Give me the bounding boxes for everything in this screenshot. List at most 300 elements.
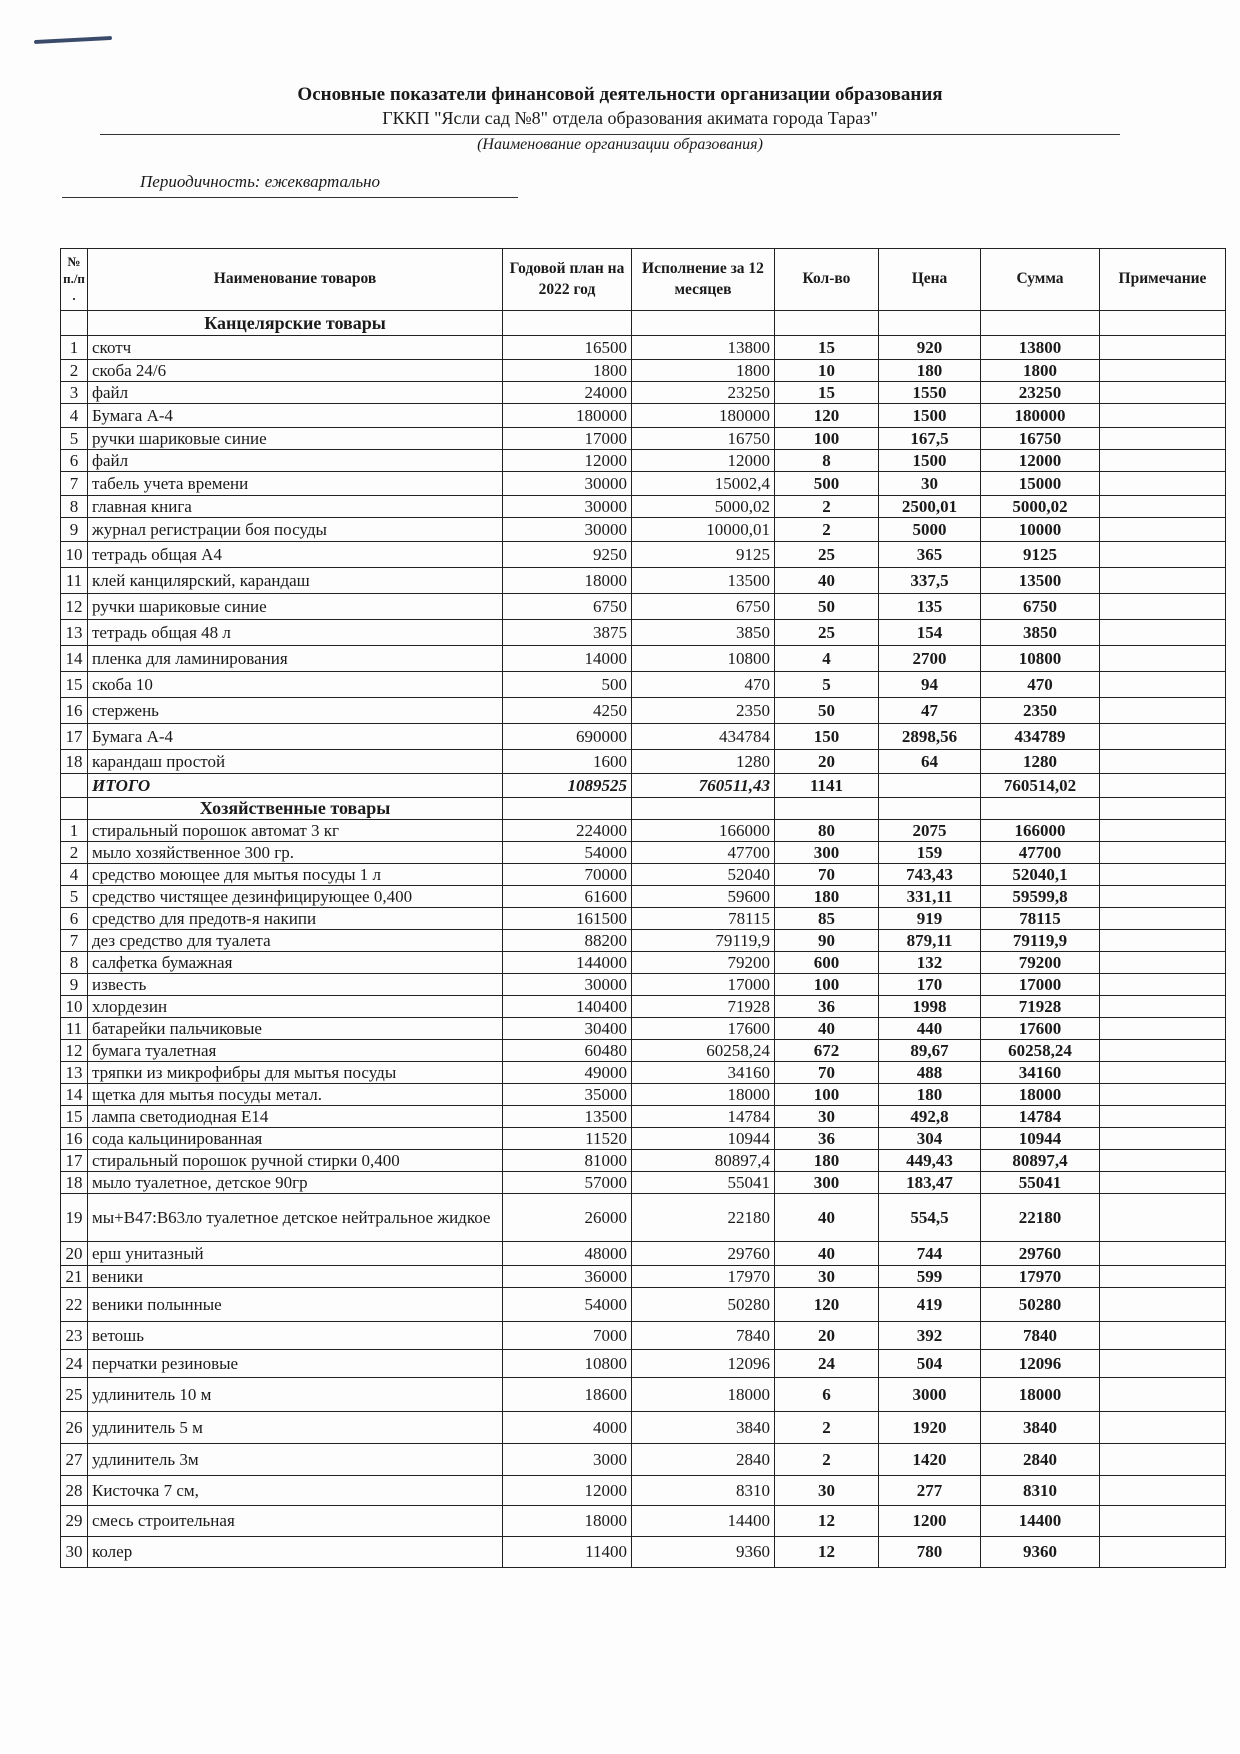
sum-value: 10800 <box>981 646 1100 672</box>
qty-value: 70 <box>775 864 879 886</box>
table-row <box>61 886 1226 908</box>
qty-value: 180 <box>775 886 879 908</box>
plan-value: 81000 <box>503 1150 632 1172</box>
item-name: тряпки из микрофибры для мытья посуды <box>88 1062 503 1084</box>
plan-value: 161500 <box>503 908 632 930</box>
note-cell <box>1100 496 1226 518</box>
note-cell <box>1100 724 1226 750</box>
exec-value: 79119,9 <box>632 930 775 952</box>
table-row <box>61 1412 1226 1444</box>
price-value: 180 <box>879 360 981 382</box>
sum-value: 2350 <box>981 698 1100 724</box>
table-row <box>61 996 1226 1018</box>
item-name: дез средство для туалета <box>88 930 503 952</box>
empty-cell <box>1100 798 1226 820</box>
price-value: 47 <box>879 698 981 724</box>
price-value: 879,11 <box>879 930 981 952</box>
item-name: Бумага А-4 <box>88 404 503 428</box>
qty-value: 100 <box>775 1084 879 1106</box>
exec-value: 78115 <box>632 908 775 930</box>
row-number: 17 <box>61 1150 88 1172</box>
note-cell <box>1100 908 1226 930</box>
plan-value: 4250 <box>503 698 632 724</box>
plan-value: 690000 <box>503 724 632 750</box>
note-cell <box>1100 996 1226 1018</box>
qty-value: 50 <box>775 698 879 724</box>
item-name: веники полынные <box>88 1288 503 1322</box>
item-name: скотч <box>88 336 503 360</box>
item-name: удлинитель 5 м <box>88 1412 503 1444</box>
exec-value: 16750 <box>632 428 775 450</box>
price-value: 599 <box>879 1266 981 1288</box>
table-row <box>61 1506 1226 1537</box>
plan-value: 224000 <box>503 820 632 842</box>
plan-value: 18000 <box>503 1506 632 1537</box>
item-name: бумага туалетная <box>88 1040 503 1062</box>
row-number: 28 <box>61 1476 88 1506</box>
item-name: мы+B47:B63ло туалетное детское нейтральное жидкое <box>88 1194 503 1242</box>
note-cell <box>1100 1084 1226 1106</box>
price-value: 419 <box>879 1288 981 1322</box>
row-number: 10 <box>61 542 88 568</box>
row-number: 11 <box>61 1018 88 1040</box>
price-value: 159 <box>879 842 981 864</box>
plan-value: 35000 <box>503 1084 632 1106</box>
note-cell <box>1100 568 1226 594</box>
row-number: 26 <box>61 1412 88 1444</box>
qty-value: 2 <box>775 1444 879 1476</box>
note-cell <box>1100 974 1226 996</box>
exec-value: 2350 <box>632 698 775 724</box>
item-name: хлордезин <box>88 996 503 1018</box>
plan-value: 144000 <box>503 952 632 974</box>
price-value: 277 <box>879 1476 981 1506</box>
exec-value: 14784 <box>632 1106 775 1128</box>
price-value: 1550 <box>879 382 981 404</box>
note-cell <box>1100 1444 1226 1476</box>
plan-value: 14000 <box>503 646 632 672</box>
col-sum-header: Сумма <box>981 249 1100 311</box>
plan-value: 18600 <box>503 1378 632 1412</box>
price-value: 2898,56 <box>879 724 981 750</box>
qty-value: 25 <box>775 620 879 646</box>
plan-value: 6750 <box>503 594 632 620</box>
exec-value: 23250 <box>632 382 775 404</box>
item-name: клей канцилярский, карандаш <box>88 568 503 594</box>
table-row <box>61 336 1226 360</box>
exec-value: 17000 <box>632 974 775 996</box>
price-value: 440 <box>879 1018 981 1040</box>
table-row <box>61 1350 1226 1378</box>
sum-value: 60258,24 <box>981 1040 1100 1062</box>
plan-value: 500 <box>503 672 632 698</box>
plan-value: 30400 <box>503 1018 632 1040</box>
note-cell <box>1100 1412 1226 1444</box>
exec-value: 50280 <box>632 1288 775 1322</box>
col-plan-header: Годовой план на 2022 год <box>503 249 632 311</box>
qty-value: 672 <box>775 1040 879 1062</box>
table-row <box>61 750 1226 774</box>
sum-value: 12000 <box>981 450 1100 472</box>
price-value: 331,11 <box>879 886 981 908</box>
plan-value: 88200 <box>503 930 632 952</box>
exec-value: 29760 <box>632 1242 775 1266</box>
qty-value: 20 <box>775 1322 879 1350</box>
table-row <box>61 974 1226 996</box>
note-cell <box>1100 820 1226 842</box>
sum-value: 13800 <box>981 336 1100 360</box>
empty-cell <box>879 798 981 820</box>
note-cell <box>1100 472 1226 496</box>
row-number: 7 <box>61 930 88 952</box>
table-row <box>61 450 1226 472</box>
sum-value: 79200 <box>981 952 1100 974</box>
qty-value: 40 <box>775 1242 879 1266</box>
col-name-header: Наименование товаров <box>88 249 503 311</box>
sum-value: 9360 <box>981 1537 1100 1568</box>
table-row <box>61 404 1226 428</box>
section-title: Канцелярские товары <box>88 311 503 336</box>
plan-value: 49000 <box>503 1062 632 1084</box>
plan-value: 13500 <box>503 1106 632 1128</box>
total-row <box>61 774 1226 798</box>
table-row <box>61 1288 1226 1322</box>
table-row <box>61 1106 1226 1128</box>
qty-value: 100 <box>775 974 879 996</box>
item-name: карандаш простой <box>88 750 503 774</box>
organization-caption: (Наименование организации образования) <box>477 136 763 153</box>
sum-value: 166000 <box>981 820 1100 842</box>
table-row <box>61 908 1226 930</box>
sum-value: 470 <box>981 672 1100 698</box>
exec-value: 18000 <box>632 1084 775 1106</box>
note-cell <box>1100 672 1226 698</box>
item-name: лампа светодиодная Е14 <box>88 1106 503 1128</box>
plan-value: 4000 <box>503 1412 632 1444</box>
table-row <box>61 1322 1226 1350</box>
total-empty <box>61 774 88 798</box>
table-row <box>61 864 1226 886</box>
price-value: 554,5 <box>879 1194 981 1242</box>
plan-value: 7000 <box>503 1322 632 1350</box>
table-row <box>61 1194 1226 1242</box>
note-cell <box>1100 1476 1226 1506</box>
table-header-row <box>61 249 1226 311</box>
sum-value: 1800 <box>981 360 1100 382</box>
sum-value: 3840 <box>981 1412 1100 1444</box>
empty-cell <box>503 798 632 820</box>
plan-value: 1600 <box>503 750 632 774</box>
sum-value: 22180 <box>981 1194 1100 1242</box>
row-number: 30 <box>61 1537 88 1568</box>
table-row <box>61 1242 1226 1266</box>
qty-value: 2 <box>775 1412 879 1444</box>
empty-cell <box>981 798 1100 820</box>
item-name: мыло туалетное, детское 90гр <box>88 1172 503 1194</box>
sum-value: 71928 <box>981 996 1100 1018</box>
sum-value: 79119,9 <box>981 930 1100 952</box>
table-row <box>61 360 1226 382</box>
sum-value: 17970 <box>981 1266 1100 1288</box>
exec-value: 18000 <box>632 1378 775 1412</box>
sum-value: 10000 <box>981 518 1100 542</box>
scan-mark <box>34 36 112 44</box>
exec-value: 13800 <box>632 336 775 360</box>
row-number: 18 <box>61 1172 88 1194</box>
exec-value: 3840 <box>632 1412 775 1444</box>
row-number: 14 <box>61 646 88 672</box>
exec-value: 3850 <box>632 620 775 646</box>
plan-value: 61600 <box>503 886 632 908</box>
item-name: стиральный порошок автомат 3 кг <box>88 820 503 842</box>
sum-value: 23250 <box>981 382 1100 404</box>
plan-value: 48000 <box>503 1242 632 1266</box>
price-value: 919 <box>879 908 981 930</box>
exec-value: 15002,4 <box>632 472 775 496</box>
exec-value: 2840 <box>632 1444 775 1476</box>
exec-value: 22180 <box>632 1194 775 1242</box>
plan-value: 3000 <box>503 1444 632 1476</box>
qty-value: 20 <box>775 750 879 774</box>
table-row <box>61 496 1226 518</box>
exec-value: 13500 <box>632 568 775 594</box>
item-name: щетка для мытья посуды метал. <box>88 1084 503 1106</box>
exec-value: 5000,02 <box>632 496 775 518</box>
sum-value: 9125 <box>981 542 1100 568</box>
exec-value: 9125 <box>632 542 775 568</box>
plan-value: 26000 <box>503 1194 632 1242</box>
qty-value: 120 <box>775 404 879 428</box>
exec-value: 17970 <box>632 1266 775 1288</box>
col-note-header: Примечание <box>1100 249 1226 311</box>
row-number: 29 <box>61 1506 88 1537</box>
row-number: 12 <box>61 594 88 620</box>
table-row <box>61 1537 1226 1568</box>
note-cell <box>1100 382 1226 404</box>
sum-value: 34160 <box>981 1062 1100 1084</box>
qty-value: 80 <box>775 820 879 842</box>
sum-value: 434789 <box>981 724 1100 750</box>
row-number: 5 <box>61 428 88 450</box>
organization-name: ГККП "Ясли сад №8" отдела образования акимата города Тараз" <box>100 108 1120 135</box>
note-cell <box>1100 1150 1226 1172</box>
sum-value: 7840 <box>981 1322 1100 1350</box>
col-exec-header: Исполнение за 12 месяцев <box>632 249 775 311</box>
item-name: удлинитель 3м <box>88 1444 503 1476</box>
row-number: 24 <box>61 1350 88 1378</box>
sum-value: 1280 <box>981 750 1100 774</box>
row-number: 16 <box>61 1128 88 1150</box>
row-number: 14 <box>61 1084 88 1106</box>
note-cell <box>1100 336 1226 360</box>
table-row <box>61 1128 1226 1150</box>
table-row <box>61 672 1226 698</box>
table-row <box>61 568 1226 594</box>
sum-value: 55041 <box>981 1172 1100 1194</box>
item-name: ерш унитазный <box>88 1242 503 1266</box>
table-row <box>61 1062 1226 1084</box>
item-name: файл <box>88 382 503 404</box>
item-name: ручки шариковые синие <box>88 428 503 450</box>
price-value: 780 <box>879 1537 981 1568</box>
qty-value: 120 <box>775 1288 879 1322</box>
table-row <box>61 1018 1226 1040</box>
row-number: 8 <box>61 496 88 518</box>
total-price <box>879 774 981 798</box>
plan-value: 180000 <box>503 404 632 428</box>
qty-value: 90 <box>775 930 879 952</box>
item-name: известь <box>88 974 503 996</box>
plan-value: 54000 <box>503 1288 632 1322</box>
exec-value: 470 <box>632 672 775 698</box>
item-name: мыло хозяйственное 300 гр. <box>88 842 503 864</box>
sum-value: 15000 <box>981 472 1100 496</box>
note-cell <box>1100 1106 1226 1128</box>
table-row <box>61 724 1226 750</box>
price-value: 154 <box>879 620 981 646</box>
sum-value: 18000 <box>981 1084 1100 1106</box>
item-name: скоба 24/6 <box>88 360 503 382</box>
report-title: Основные показатели финансовой деятельности организации образования <box>297 84 943 105</box>
sum-value: 5000,02 <box>981 496 1100 518</box>
note-cell <box>1100 864 1226 886</box>
price-value: 392 <box>879 1322 981 1350</box>
price-value: 167,5 <box>879 428 981 450</box>
qty-value: 70 <box>775 1062 879 1084</box>
table-row <box>61 620 1226 646</box>
row-number: 16 <box>61 698 88 724</box>
note-cell <box>1100 1322 1226 1350</box>
note-cell <box>1100 1018 1226 1040</box>
table-row <box>61 1266 1226 1288</box>
note-cell <box>1100 1194 1226 1242</box>
plan-value: 54000 <box>503 842 632 864</box>
exec-value: 55041 <box>632 1172 775 1194</box>
item-name: средство моющее для мытья посуды 1 л <box>88 864 503 886</box>
price-value: 183,47 <box>879 1172 981 1194</box>
empty-cell <box>61 798 88 820</box>
note-cell <box>1100 1288 1226 1322</box>
qty-value: 300 <box>775 842 879 864</box>
exec-value: 59600 <box>632 886 775 908</box>
plan-value: 30000 <box>503 974 632 996</box>
table-row <box>61 842 1226 864</box>
plan-value: 30000 <box>503 518 632 542</box>
exec-value: 9360 <box>632 1537 775 1568</box>
note-cell <box>1100 450 1226 472</box>
qty-value: 85 <box>775 908 879 930</box>
exec-value: 79200 <box>632 952 775 974</box>
exec-value: 52040 <box>632 864 775 886</box>
price-value: 920 <box>879 336 981 360</box>
row-number: 13 <box>61 620 88 646</box>
total-exec: 760511,43 <box>632 774 775 798</box>
table-row <box>61 646 1226 672</box>
item-name: веники <box>88 1266 503 1288</box>
item-name: табель учета времени <box>88 472 503 496</box>
table-row <box>61 542 1226 568</box>
exec-value: 10000,01 <box>632 518 775 542</box>
plan-value: 12000 <box>503 450 632 472</box>
item-name: средство для предотв-я накипи <box>88 908 503 930</box>
sum-value: 180000 <box>981 404 1100 428</box>
qty-value: 10 <box>775 360 879 382</box>
sum-value: 10944 <box>981 1128 1100 1150</box>
item-name: ручки шариковые синие <box>88 594 503 620</box>
row-number: 7 <box>61 472 88 496</box>
exec-value: 434784 <box>632 724 775 750</box>
exec-value: 12096 <box>632 1350 775 1378</box>
table-row <box>61 1040 1226 1062</box>
col-price-header: Цена <box>879 249 981 311</box>
item-name: колер <box>88 1537 503 1568</box>
sum-value: 2840 <box>981 1444 1100 1476</box>
note-cell <box>1100 842 1226 864</box>
sum-value: 47700 <box>981 842 1100 864</box>
qty-value: 50 <box>775 594 879 620</box>
price-value: 89,67 <box>879 1040 981 1062</box>
price-value: 135 <box>879 594 981 620</box>
exec-value: 34160 <box>632 1062 775 1084</box>
row-number: 6 <box>61 908 88 930</box>
exec-value: 10944 <box>632 1128 775 1150</box>
item-name: стержень <box>88 698 503 724</box>
note-cell <box>1100 360 1226 382</box>
table-row <box>61 382 1226 404</box>
table-row <box>61 930 1226 952</box>
qty-value: 24 <box>775 1350 879 1378</box>
item-name: главная книга <box>88 496 503 518</box>
note-cell <box>1100 1242 1226 1266</box>
qty-value: 36 <box>775 1128 879 1150</box>
total-qty: 1141 <box>775 774 879 798</box>
price-value: 304 <box>879 1128 981 1150</box>
qty-value: 600 <box>775 952 879 974</box>
table-row <box>61 1172 1226 1194</box>
price-value: 1500 <box>879 404 981 428</box>
row-number: 3 <box>61 382 88 404</box>
col-num-header: № п./п . <box>61 249 88 311</box>
note-cell <box>1100 518 1226 542</box>
exec-value: 180000 <box>632 404 775 428</box>
exec-value: 47700 <box>632 842 775 864</box>
sum-value: 17600 <box>981 1018 1100 1040</box>
section-title: Хозяйственные товары <box>88 798 503 820</box>
exec-value: 1800 <box>632 360 775 382</box>
sum-value: 13500 <box>981 568 1100 594</box>
qty-value: 12 <box>775 1506 879 1537</box>
table-row <box>61 428 1226 450</box>
row-number: 18 <box>61 750 88 774</box>
total-note <box>1100 774 1226 798</box>
item-name: Бумага А-4 <box>88 724 503 750</box>
sum-value: 80897,4 <box>981 1150 1100 1172</box>
qty-value: 180 <box>775 1150 879 1172</box>
row-number: 10 <box>61 996 88 1018</box>
exec-value: 1280 <box>632 750 775 774</box>
item-name: скоба 10 <box>88 672 503 698</box>
item-name: журнал регистрации боя посуды <box>88 518 503 542</box>
note-cell <box>1100 1266 1226 1288</box>
note-cell <box>1100 404 1226 428</box>
item-name: сода кальцинированная <box>88 1128 503 1150</box>
row-number: 27 <box>61 1444 88 1476</box>
note-cell <box>1100 1040 1226 1062</box>
note-cell <box>1100 930 1226 952</box>
note-cell <box>1100 428 1226 450</box>
price-value: 2500,01 <box>879 496 981 518</box>
table-row <box>61 820 1226 842</box>
